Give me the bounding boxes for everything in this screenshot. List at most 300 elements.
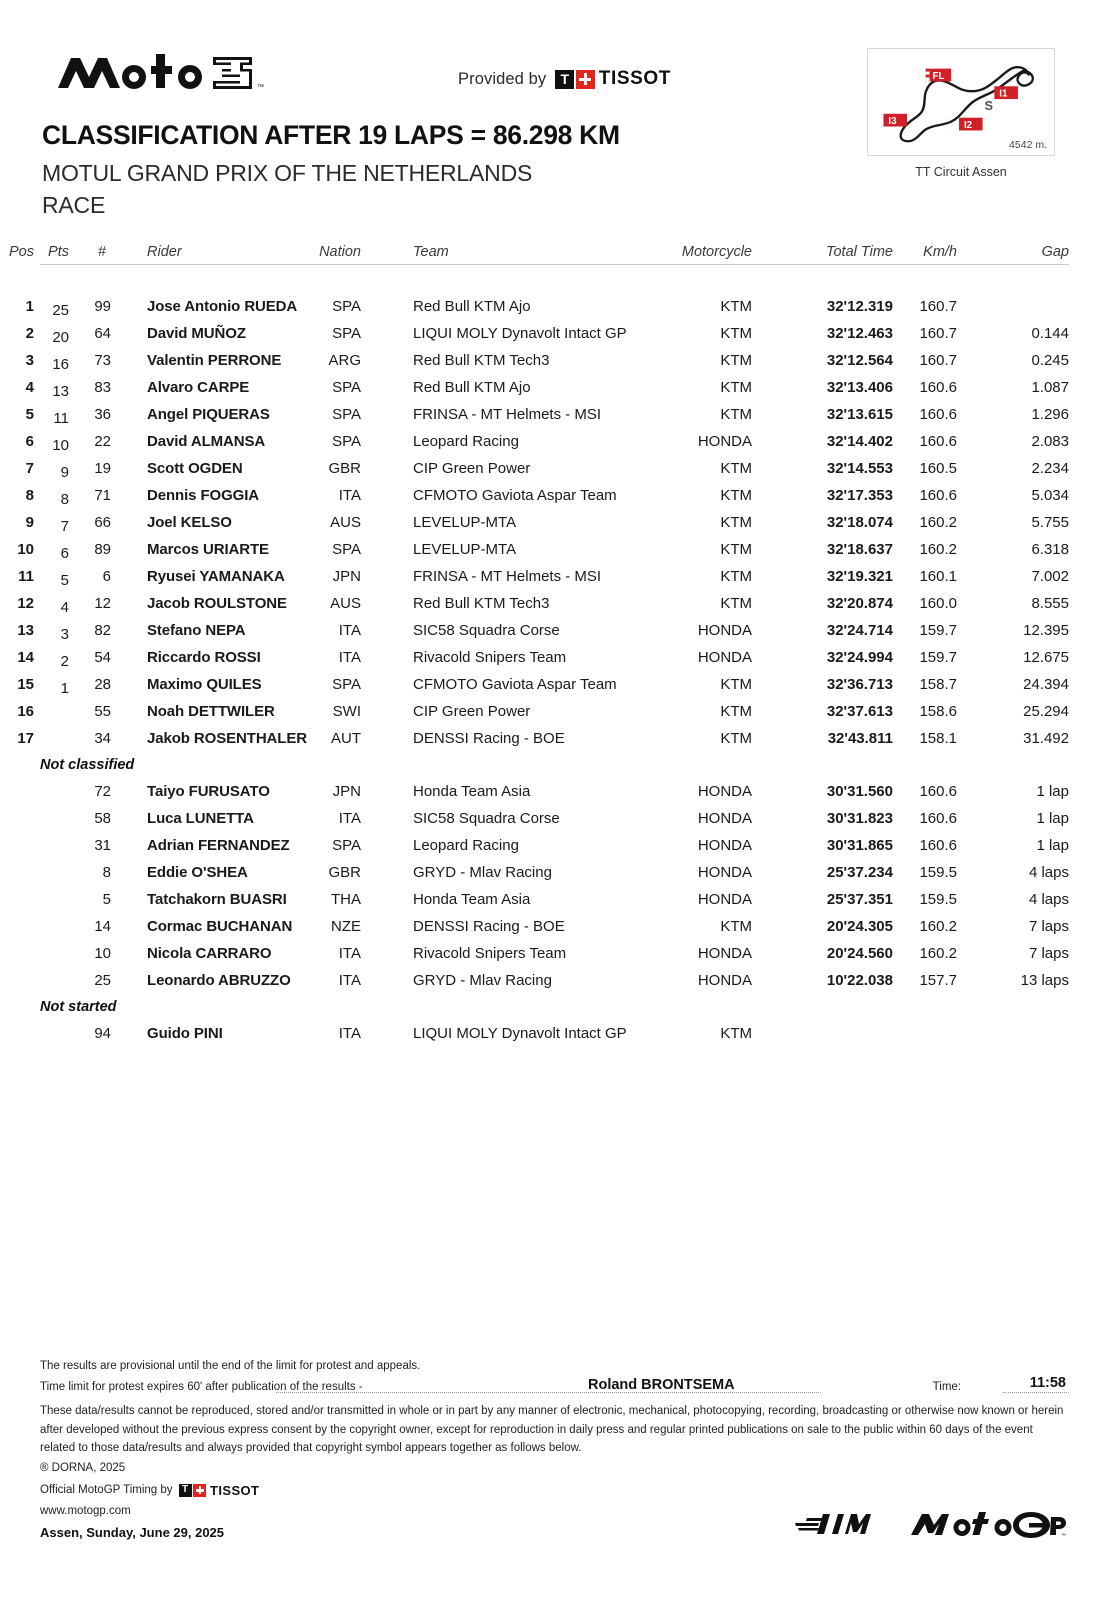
row-total-time: 20'24.560 [826,945,893,962]
row-motorcycle: KTM [720,325,752,342]
row-kmh: 160.6 [919,379,957,396]
row-kmh: 159.5 [919,891,957,908]
table-row [40,942,1069,969]
row-team: SIC58 Squadra Corse [413,810,560,827]
row-nation: SPA [332,433,361,450]
row-gap: 4 laps [1028,864,1069,881]
row-points: 10 [52,437,69,454]
row-kmh: 160.7 [919,352,957,369]
row-kmh: 160.7 [919,325,957,342]
table-row [18,565,1069,592]
row-team: Rivacold Snipers Team [413,945,567,962]
signature-row [40,1377,1069,1399]
tissot-logo-footer [179,1483,260,1498]
row-rider-number: 73 [94,352,111,369]
signature-dotted-line [276,1392,821,1393]
row-kmh: 158.6 [919,703,957,720]
circuit-info [867,48,1055,179]
row-total-time: 32'14.402 [826,433,893,450]
row-rider-name: Scott OGDEN [147,460,243,477]
row-motorcycle: KTM [720,352,752,369]
row-team: LIQUI MOLY Dynavolt Intact GP [413,1025,627,1042]
row-nation: AUS [330,514,361,531]
row-team: Red Bull KTM Tech3 [413,352,550,369]
row-rider-number: 99 [94,298,111,315]
row-nation: ITA [338,649,361,666]
row-team: Red Bull KTM Ajo [413,379,531,396]
time-value: 11:58 [1029,1375,1066,1391]
row-total-time: 20'24.305 [826,918,893,935]
row-nation: SPA [332,406,361,423]
row-points: 7 [60,518,69,535]
column-header-number: # [97,244,106,260]
row-points: 11 [53,410,69,427]
section-not-classified: Not classified [40,757,135,773]
table-row [17,700,1069,727]
classified-rows [17,295,1069,754]
svg-text:I1: I1 [999,88,1008,100]
row-rider-name: Valentin PERRONE [147,352,282,369]
row-rider-number: 8 [102,864,111,881]
table-top-spacer [40,265,1069,295]
row-gap: 7 laps [1028,918,1069,935]
row-team: GRYD - Mlav Racing [413,972,552,989]
row-rider-name: Ryusei YAMANAKA [147,568,285,585]
row-motorcycle: KTM [720,460,752,477]
official-timing-label: Official MotoGP Timing by [40,1484,173,1497]
row-position: 11 [18,568,34,585]
row-nation: SPA [332,298,361,315]
document-footer [40,1360,1069,1540]
row-rider-name: Leonardo ABRUZZO [147,972,291,989]
row-nation: NZE [331,918,361,935]
table-row [40,861,1069,888]
row-team: LEVELUP-MTA [413,514,517,531]
row-gap: 8.555 [1031,595,1069,612]
row-team: LEVELUP-MTA [413,541,517,558]
row-rider-name: Noah DETTWILER [147,703,275,720]
provided-by-label: Provided by [458,69,547,88]
row-rider-name: Luca LUNETTA [147,810,254,827]
row-motorcycle: KTM [720,676,752,693]
row-rider-number: 54 [94,649,111,666]
column-header-team: Team [413,244,449,260]
row-rider-number: 58 [94,810,111,827]
row-nation: THA [331,891,361,908]
website-url[interactable]: www.motogp.com [40,1504,131,1517]
protest-note: Time limit for protest expires 60' after publication of the results - [40,1381,363,1393]
row-nation: SPA [332,676,361,693]
row-gap: 6.318 [1031,541,1069,558]
row-team: Leopard Racing [413,433,519,450]
row-gap: 1.087 [1031,379,1069,396]
row-rider-name: Tatchakorn BUASRI [147,891,287,908]
table-row [17,673,1069,700]
row-gap: 5.755 [1031,514,1069,531]
tissot-logo [555,68,671,90]
legal-text: These data/results cannot be reproduced, stored and/or transmitted in whole or in part by any manner of electronic, mechanical, photocopying, recording, broadcasting or otherwise now known or herein after developed without the previous express consent by the copyright owner, except for reproduction in daily press and regular printed publications on sale to the public within 60 days of the event related to those data/results and always provided that copyright symbol appears together as follows below. [40,1405,1064,1455]
row-kmh: 160.2 [919,945,957,962]
row-team: DENSSI Racing - BOE [413,730,565,747]
row-gap: 0.144 [1031,325,1069,342]
official-timing [40,1483,1069,1498]
row-kmh: 160.6 [919,487,957,504]
row-kmh: 160.2 [919,541,957,558]
row-total-time: 32'18.637 [826,541,893,558]
moto3-logo [56,44,271,102]
row-motorcycle: KTM [720,514,752,531]
not-classified-rows [40,780,1069,996]
row-total-time: 32'18.074 [826,514,893,531]
row-points: 8 [60,491,69,508]
row-rider-number: 22 [94,433,111,450]
row-nation: SPA [332,541,361,558]
row-rider-number: 28 [94,676,111,693]
row-rider-name: Jakob ROSENTHALER [147,730,307,747]
row-points: 20 [52,329,69,346]
table-row [40,807,1069,834]
row-team: LIQUI MOLY Dynavolt Intact GP [413,325,627,342]
swiss-cross-icon-footer [193,1484,206,1497]
row-nation: ITA [338,487,361,504]
svg-text:™: ™ [257,84,264,91]
table-row [40,834,1069,861]
row-kmh: 160.1 [919,568,957,585]
row-rider-name: David MUÑOZ [147,325,246,342]
row-rider-number: 14 [94,918,111,935]
row-total-time: 10'22.038 [826,972,893,989]
row-gap: 13 laps [1020,972,1069,989]
row-motorcycle: KTM [720,918,752,935]
row-points: 25 [52,302,69,319]
row-position: 10 [17,541,34,558]
column-header-total-time: Total Time [825,244,893,260]
svg-text:FL: FL [932,70,945,82]
row-total-time: 32'12.463 [826,325,893,342]
row-total-time: 32'19.321 [826,568,893,585]
row-rider-number: 5 [102,891,111,908]
row-total-time: 32'12.564 [826,352,893,369]
tissot-t-mark-footer: T [179,1484,192,1497]
row-gap: 12.395 [1023,622,1069,639]
row-motorcycle: HONDA [697,891,752,908]
table-row [25,376,1069,403]
row-team: FRINSA - MT Helmets - MSI [413,406,602,423]
row-motorcycle: HONDA [697,433,752,450]
row-nation: GBR [328,460,361,477]
row-points: 1 [60,680,69,697]
row-total-time: 30'31.823 [826,810,893,827]
row-total-time: 32'13.406 [826,379,893,396]
row-nation: JPN [332,568,361,585]
row-rider-number: 89 [94,541,111,558]
row-rider-number: 10 [94,945,111,962]
not-started-rows [40,1022,1069,1049]
column-header-nation: Nation [319,244,361,260]
row-team: DENSSI Racing - BOE [413,918,565,935]
row-rider-name: Maximo QUILES [147,676,262,693]
row-position: 1 [25,298,34,315]
row-position: 7 [25,460,34,477]
row-rider-number: 34 [94,730,111,747]
row-team: CFMOTO Gaviota Aspar Team [413,487,617,504]
row-position: 14 [17,649,34,666]
row-position: 9 [25,514,34,531]
row-gap: 1 lap [1036,783,1069,800]
row-nation: GBR [328,864,361,881]
row-position: 15 [17,676,34,693]
time-dotted-line [1003,1392,1069,1393]
row-kmh: 160.5 [919,460,957,477]
row-rider-number: 82 [94,622,111,639]
row-rider-name: Marcos URIARTE [147,541,269,558]
row-total-time: 32'20.874 [826,595,893,612]
row-nation: JPN [332,783,361,800]
row-total-time: 30'31.560 [826,783,893,800]
row-rider-name: Guido PINI [147,1025,223,1042]
document-header [40,0,1069,236]
marker-i1 [994,86,1018,99]
svg-text:I3: I3 [888,116,897,128]
row-rider-number: 71 [94,487,111,504]
row-position: 2 [25,325,34,342]
row-position: 8 [25,487,34,504]
row-rider-number: 19 [94,460,111,477]
table-row [17,592,1069,619]
tissot-wordmark-footer: TISSOT [210,1482,260,1498]
row-kmh: 160.6 [919,406,957,423]
row-kmh: 159.7 [919,622,957,639]
row-motorcycle: HONDA [697,864,752,881]
row-rider-name: Cormac BUCHANAN [147,918,293,935]
row-team: CIP Green Power [413,460,531,477]
row-kmh: 159.5 [919,864,957,881]
row-points: 9 [60,464,69,481]
row-nation: SPA [332,325,361,342]
row-motorcycle: HONDA [697,810,752,827]
row-kmh: 158.7 [919,676,957,693]
row-rider-name: David ALMANSA [147,433,266,450]
row-total-time: 32'36.713 [826,676,893,693]
row-rider-name: Nicola CARRARO [147,945,272,962]
row-rider-name: Alvaro CARPE [147,379,250,396]
row-motorcycle: KTM [720,730,752,747]
table-row [25,349,1069,376]
row-points: 16 [52,356,69,373]
row-motorcycle: KTM [720,1025,752,1042]
provisional-note: The results are provisional until the end of the limit for protest and appeals. [40,1360,421,1372]
row-total-time: 32'14.553 [826,460,893,477]
row-rider-name: Jacob ROULSTONE [147,595,287,612]
row-kmh: 160.6 [919,783,957,800]
row-position: 17 [17,730,34,747]
row-motorcycle: KTM [720,541,752,558]
row-nation: ITA [338,1025,361,1042]
row-rider-number: 12 [94,595,111,612]
row-nation: AUT [331,730,361,747]
row-total-time: 30'31.865 [826,837,893,854]
event-name: MOTUL GRAND PRIX OF THE NETHERLANDS [42,160,533,186]
row-total-time: 32'37.613 [826,703,893,720]
row-team: FRINSA - MT Helmets - MSI [413,568,602,585]
row-team: GRYD - Mlav Racing [413,864,552,881]
row-gap: 7.002 [1031,568,1069,585]
row-gap: 0.245 [1031,352,1069,369]
row-motorcycle: KTM [720,379,752,396]
row-rider-number: 55 [94,703,111,720]
official-name: Roland BRONTSEMA [588,1377,735,1393]
row-kmh: 160.0 [919,595,957,612]
results-table [9,236,1069,1049]
row-gap: 1.296 [1031,406,1069,423]
column-header-motorcycle: Motorcycle [681,244,752,260]
row-gap: 4 laps [1028,891,1069,908]
marker-i2 [959,118,983,131]
row-motorcycle: KTM [720,703,752,720]
swiss-cross-icon [576,70,595,89]
row-rider-name: Joel KELSO [147,514,232,531]
row-position: 4 [25,379,34,396]
row-gap: 24.394 [1023,676,1069,693]
table-row [40,969,1069,996]
row-total-time: 32'12.319 [826,298,893,315]
row-nation: ARG [328,352,361,369]
column-header-kmh: Km/h [923,244,957,260]
session-name: RACE [42,192,106,218]
row-rider-name: Angel PIQUERAS [147,406,270,423]
row-nation: SWI [332,703,361,720]
column-header-rider: Rider [147,244,182,260]
row-motorcycle: KTM [720,298,752,315]
row-points: 6 [60,545,69,562]
row-rider-number: 36 [94,406,111,423]
table-row [40,915,1069,942]
row-rider-number: 72 [94,783,111,800]
marker-i3 [883,114,907,127]
row-gap: 1 lap [1036,837,1069,854]
row-kmh: 158.1 [919,730,957,747]
row-nation: SPA [332,837,361,854]
row-rider-number: 25 [94,972,111,989]
row-motorcycle: KTM [720,406,752,423]
row-total-time: 32'43.811 [827,730,893,747]
table-row [17,538,1069,565]
row-kmh: 160.2 [919,514,957,531]
motogp-logo [909,1508,1069,1542]
row-position: 5 [25,406,34,423]
row-kmh: 157.7 [919,972,957,989]
row-gap: 12.675 [1023,649,1069,666]
column-header-pts: Pts [48,244,69,260]
row-motorcycle: KTM [720,595,752,612]
row-rider-number: 64 [94,325,111,342]
row-team: Red Bull KTM Tech3 [413,595,550,612]
row-rider-name: Eddie O'SHEA [147,864,248,881]
circuit-map [867,48,1055,156]
circuit-length: 4542 m. [1009,139,1047,151]
row-total-time: 25'37.351 [826,891,893,908]
table-row [25,322,1069,349]
fim-logo [793,1510,871,1540]
marker-fl [926,69,952,82]
row-gap: 31.492 [1023,730,1069,747]
row-team: Honda Team Asia [413,891,531,908]
row-nation: AUS [330,595,361,612]
table-header-row [9,236,1069,265]
row-motorcycle: HONDA [697,972,752,989]
column-header-gap: Gap [1041,244,1069,260]
table-row [25,457,1069,484]
row-gap: 7 laps [1028,945,1069,962]
row-nation: SPA [332,379,361,396]
row-team: Honda Team Asia [413,783,531,800]
row-nation: ITA [338,945,361,962]
table-row [25,430,1069,457]
tissot-t-mark: T [555,70,574,89]
row-points: 2 [60,653,69,670]
row-kmh: 160.6 [919,433,957,450]
row-total-time: 25'37.234 [826,864,893,881]
row-total-time: 32'13.615 [826,406,893,423]
place-date: Assen, Sunday, June 29, 2025 [40,1524,225,1540]
row-total-time: 32'24.714 [826,622,893,639]
provided-by [458,68,671,90]
table-row [25,403,1069,430]
table-row [25,511,1069,538]
row-nation: ITA [338,810,361,827]
row-rider-name: Stefano NEPA [147,622,246,639]
row-rider-name: Riccardo ROSSI [147,649,261,666]
row-points: 13 [52,383,69,400]
row-rider-number: 6 [102,568,111,585]
row-motorcycle: HONDA [697,783,752,800]
row-team: CIP Green Power [413,703,531,720]
row-team: Leopard Racing [413,837,519,854]
column-header-pos: Pos [9,244,34,260]
row-gap: 25.294 [1023,703,1069,720]
row-rider-name: Adrian FERNANDEZ [147,837,290,854]
row-rider-name: Jose Antonio RUEDA [147,298,298,315]
row-motorcycle: KTM [720,487,752,504]
table-row [25,295,1069,322]
table-row [17,727,1069,754]
row-points: 3 [60,626,69,643]
row-points: 5 [60,572,69,589]
svg-text:I2: I2 [963,120,973,132]
row-team: SIC58 Squadra Corse [413,622,560,639]
bottom-logos [793,1508,1069,1542]
table-row [40,888,1069,915]
table-row [25,484,1069,511]
row-gap: 2.083 [1031,433,1069,450]
row-kmh: 160.6 [919,810,957,827]
row-motorcycle: HONDA [697,649,752,666]
table-row [40,1022,1069,1049]
tissot-wordmark: TISSOT [598,68,671,89]
row-motorcycle: HONDA [697,945,752,962]
row-motorcycle: HONDA [697,622,752,639]
row-rider-number: 31 [94,837,111,854]
section-not-started: Not started [40,999,117,1015]
svg-text:™: ™ [1061,1532,1066,1539]
marker-s: S [984,97,994,113]
copyright-dorna: ® DORNA, 2025 [40,1461,126,1474]
row-position: 6 [25,433,34,450]
row-total-time: 32'24.994 [826,649,893,666]
row-motorcycle: HONDA [697,837,752,854]
circuit-name: TT Circuit Assen [915,165,1007,179]
row-position: 16 [17,703,34,720]
